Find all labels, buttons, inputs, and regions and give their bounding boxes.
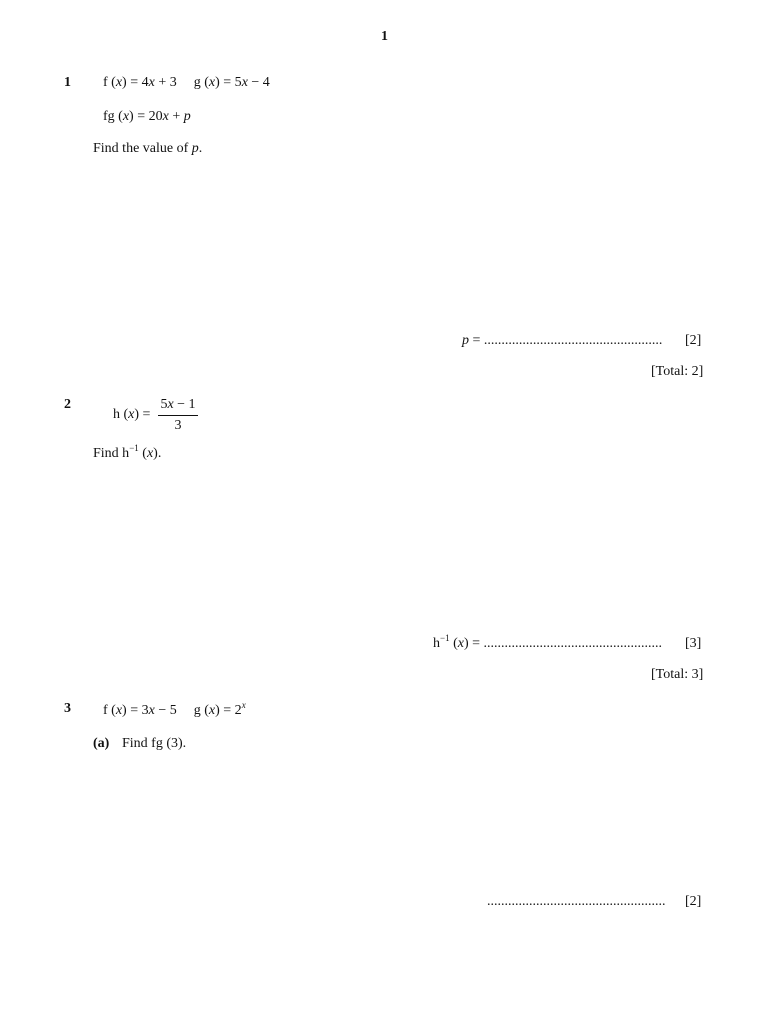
- q1-function-definitions: [103, 75, 270, 91]
- q2-total: [Total: 3]: [651, 667, 704, 682]
- q1-total: [Total: 2]: [651, 364, 704, 379]
- q3-g-def: g $(x) = 2^x$: [193, 700, 246, 718]
- q1-f-def: f (x) = 4x + 3: [103, 75, 177, 90]
- q1-answer-line[interactable]: p = ...................................................: [462, 333, 663, 348]
- q2-h-definition-lhs: h (x) =: [113, 407, 151, 422]
- q3-marks: [2]: [685, 894, 702, 909]
- q2-answer-line[interactable]: $h^{-1}$ (x) = ...................................................: [433, 633, 663, 651]
- question-number-2: 2: [64, 397, 71, 412]
- q1-prompt: Find the value of p.: [93, 141, 203, 156]
- q1-fg-definition: fg (x) = 20x + p: [103, 109, 191, 124]
- question-number-1: 1: [64, 75, 71, 90]
- q3-function-definitions: [103, 700, 246, 719]
- q2-prompt: Find $h^{-1}$ (x).: [93, 443, 162, 461]
- page-number: 1: [381, 29, 388, 44]
- question-number-3: 3: [64, 701, 71, 716]
- fraction-bar: [158, 415, 198, 416]
- q3-f-def: f (x) = 3x − 5: [103, 703, 177, 718]
- fraction-numerator: 5x − 1: [160, 397, 196, 412]
- q3-part-a-label: (a): [93, 736, 110, 751]
- q3-part-a-prompt: Find fg (3).: [122, 736, 187, 751]
- q1-g-def: g (x) = 5x − 4: [193, 75, 270, 90]
- q2-marks: [3]: [685, 636, 702, 651]
- fraction-denominator: 3: [174, 418, 182, 433]
- q3-answer-line[interactable]: ...................................................: [487, 894, 666, 909]
- q2-fraction: [158, 397, 198, 434]
- q1-marks: [2]: [685, 333, 702, 348]
